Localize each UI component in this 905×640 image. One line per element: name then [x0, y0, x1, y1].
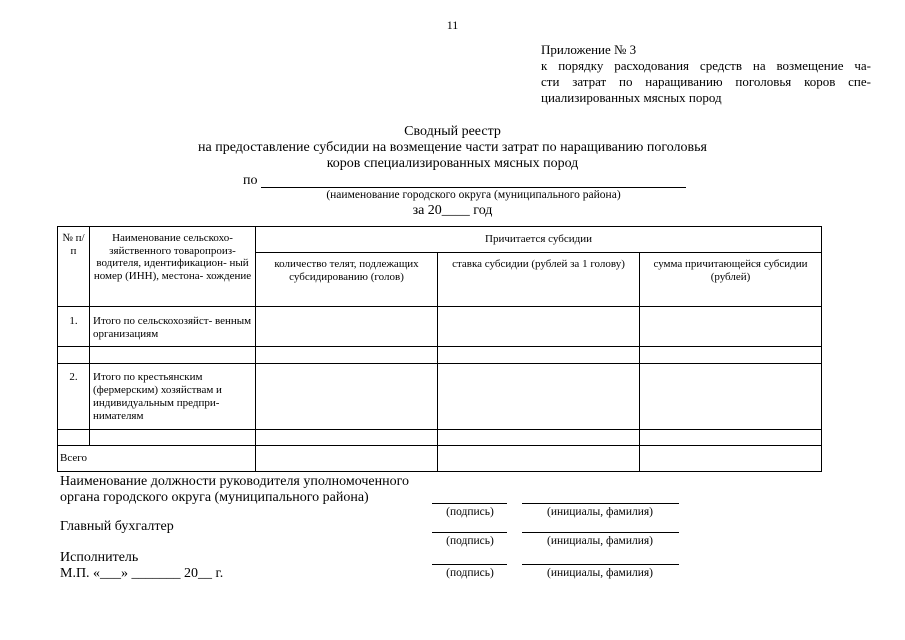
total-rate-cell — [438, 446, 640, 472]
accountant-initials-line — [522, 532, 679, 533]
row2-calves-cell — [256, 364, 438, 430]
year-line: за 20____ год — [412, 203, 493, 218]
row1-rate-cell — [438, 307, 640, 347]
appendix-line-3: циализированных мясных пород — [541, 90, 722, 105]
row1-num: 1. — [58, 307, 90, 347]
header-sum: сумма причитающейся субсидии (рублей) — [640, 253, 822, 307]
header-calves: количество телят, подлежащих субсидированию (голов) — [256, 253, 438, 307]
row1-name: Итого по сельскохозяйст- венным организациям — [90, 307, 256, 347]
document-subtitle-1: на предоставление субсидии на возмещение части затрат по наращиванию поголовья — [198, 140, 707, 155]
executor-label: Исполнитель — [60, 550, 139, 565]
page-number: 11 — [446, 18, 459, 32]
row2-blank-calves — [256, 430, 438, 446]
total-calves-cell — [256, 446, 438, 472]
appendix-title: Приложение № 3 — [541, 42, 637, 57]
row1-blank-rate — [438, 347, 640, 364]
chief-accountant-label: Главный бухгалтер — [60, 519, 174, 534]
row2-num: 2. — [58, 364, 90, 430]
head-position-line-2: органа городского округа (муниципального района) — [60, 490, 369, 505]
row1-sum-cell — [640, 307, 822, 347]
accountant-initials-caption: (инициалы, фамилия) — [546, 535, 654, 547]
row1-blank-num — [58, 347, 90, 364]
table-row — [58, 307, 822, 347]
row2-rate-cell — [438, 364, 640, 430]
accountant-signature-line — [432, 532, 507, 533]
total-label: Всего — [58, 446, 256, 472]
head-initials-caption: (инициалы, фамилия) — [546, 506, 654, 518]
municipality-underline — [261, 187, 686, 188]
row1-calves-cell — [256, 307, 438, 347]
table-row — [58, 430, 822, 446]
row2-blank-rate — [438, 430, 640, 446]
row2-blank-sum — [640, 430, 822, 446]
accountant-signature-caption: (подпись) — [446, 535, 494, 547]
row1-blank-sum — [640, 347, 822, 364]
header-num: № п/п — [58, 227, 90, 307]
appendix-header — [541, 42, 871, 106]
table-row — [58, 347, 822, 364]
row2-sum-cell — [640, 364, 822, 430]
row2-name: Итого по крестьянским (фермерским) хозяйствам и индивидуальным предпри- нимателям — [90, 364, 256, 430]
head-position-line-1: Наименование должности руководителя уполномоченного — [60, 474, 410, 489]
executor-signature-line — [432, 564, 507, 565]
registry-table — [57, 226, 822, 472]
municipality-caption: (наименование городского округа (муниципального района) — [326, 189, 621, 201]
head-initials-line — [522, 503, 679, 504]
row2-blank-name — [90, 430, 256, 446]
row2-blank-num — [58, 430, 90, 446]
header-name: Наименование сельскохо- зяйственного товаропроиз- водителя, идентификацион- ный номер (ИНН), местона- хождение — [90, 227, 256, 307]
document-subtitle-2: коров специализированных мясных пород — [326, 156, 579, 171]
executor-initials-caption: (инициалы, фамилия) — [546, 567, 654, 579]
row1-blank-name — [90, 347, 256, 364]
appendix-line-2: сти затрат по наращиванию поголовья коров спе- — [541, 74, 871, 89]
po-label: по — [243, 173, 258, 188]
total-sum-cell — [640, 446, 822, 472]
table-row — [58, 364, 822, 430]
executor-initials-line — [522, 564, 679, 565]
row1-blank-calves — [256, 347, 438, 364]
header-rate: ставка субсидии (рублей за 1 голову) — [438, 253, 640, 307]
header-subsidy-group: Причитается субсидии — [256, 227, 822, 253]
document-title: Сводный реестр — [404, 124, 501, 139]
table-row — [58, 446, 822, 472]
head-signature-caption: (подпись) — [446, 506, 494, 518]
head-signature-line — [432, 503, 507, 504]
executor-signature-caption: (подпись) — [446, 567, 494, 579]
appendix-line-1: к порядку расходования средств на возмещение ча- — [541, 58, 871, 73]
stamp-date-line: М.П. «___» _______ 20__ г. — [60, 566, 224, 581]
